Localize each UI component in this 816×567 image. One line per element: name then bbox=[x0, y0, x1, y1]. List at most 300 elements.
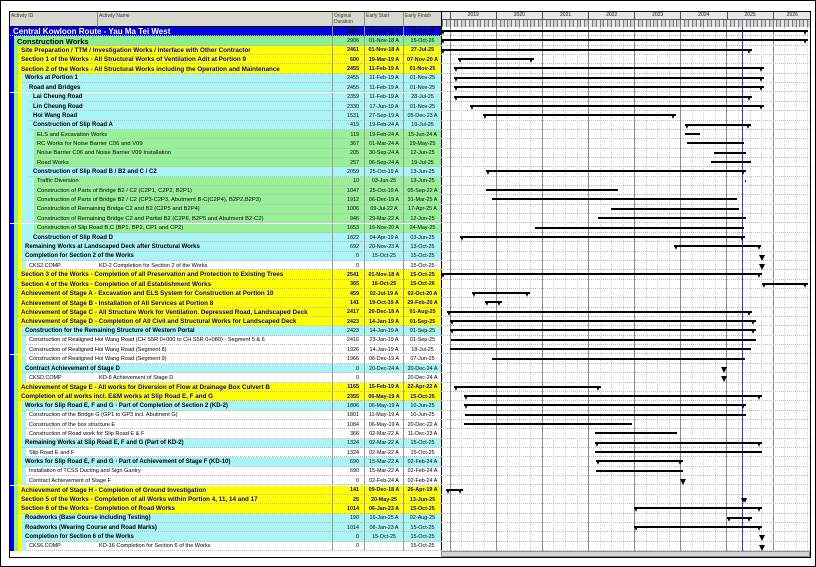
activity-name: Contract Achievement of Stage F bbox=[29, 477, 112, 484]
gantt-row-canvas bbox=[441, 214, 810, 223]
original-duration: 1006 bbox=[332, 205, 364, 214]
schedule-row bbox=[10, 317, 810, 326]
early-finish: 15-Oct-26 bbox=[403, 280, 441, 289]
summary-bar-endcap bbox=[741, 170, 745, 175]
year-label: 2023 bbox=[634, 12, 680, 20]
early-start: 30-Sep-24 A bbox=[364, 149, 403, 158]
summary-bar-endcap bbox=[678, 460, 682, 465]
early-start: 16-Oct-25 bbox=[364, 280, 403, 289]
early-start: 20-Dec-24 A bbox=[364, 364, 403, 373]
original-duration: 2455 bbox=[332, 74, 364, 83]
summary-bar-endcap bbox=[454, 96, 458, 101]
early-start: 01-Mar-24 A bbox=[364, 139, 403, 148]
early-start: 06-May-19 A bbox=[364, 392, 403, 401]
activity-name: Construction of Realigned Hoi Wang Road (Segment 9) bbox=[29, 356, 167, 363]
activity-name: Installation of TCSS Ducting and Sign Gantry bbox=[29, 468, 141, 475]
milestone-marker bbox=[721, 376, 727, 382]
schedule-row bbox=[10, 121, 810, 130]
original-duration: 1926 bbox=[332, 345, 364, 354]
original-duration: 141 bbox=[332, 486, 364, 495]
early-finish: 01-Nov-25 bbox=[403, 102, 441, 111]
gantt-row-canvas bbox=[441, 139, 810, 148]
original-duration: 2906 bbox=[332, 36, 364, 45]
early-finish: 01-Nov-25 bbox=[403, 64, 441, 73]
early-finish: 29-May-25 bbox=[403, 139, 441, 148]
early-finish: 10-Jun-25 bbox=[403, 401, 441, 410]
schedule-row bbox=[10, 514, 810, 523]
early-finish: 15-Oct-25 bbox=[403, 392, 441, 401]
early-finish: 12-Jun-25 bbox=[403, 149, 441, 158]
gantt-bar bbox=[595, 442, 762, 444]
early-finish: 19-Jul-25 bbox=[403, 158, 441, 167]
gantt-bar bbox=[685, 124, 750, 126]
gantt-row-canvas bbox=[441, 261, 810, 270]
summary-bar-endcap bbox=[472, 292, 476, 297]
activity-name: Central Kowloon Route - Yau Ma Tei West bbox=[13, 27, 171, 37]
original-duration: 2455 bbox=[332, 83, 364, 92]
early-finish: 15-Oct-25 bbox=[403, 261, 441, 270]
early-finish: 13-Oct-25 bbox=[403, 242, 441, 251]
gantt-row-canvas bbox=[441, 326, 810, 335]
year-label: 2020 bbox=[496, 12, 542, 20]
schedule-row bbox=[10, 448, 810, 457]
activity-name: Construction of Road work for Slip Road E & F bbox=[29, 431, 145, 438]
column-header-original-duration: Original Duration bbox=[332, 12, 364, 27]
original-duration: 946 bbox=[332, 214, 364, 223]
report-sheet bbox=[9, 11, 811, 558]
early-finish: 20-Dec-24 A bbox=[403, 364, 441, 373]
milestone-marker bbox=[759, 535, 765, 541]
early-finish: 20-Dec-24 A bbox=[403, 373, 441, 382]
early-finish: 27-Jul-25 bbox=[403, 46, 441, 55]
activity-name: Construction Works bbox=[17, 36, 89, 46]
summary-bar-endcap bbox=[757, 526, 761, 531]
schedule-row bbox=[10, 467, 810, 476]
milestone-marker bbox=[759, 255, 765, 261]
gantt-bar bbox=[674, 245, 762, 247]
early-start: 06-Jan-23 A bbox=[364, 523, 403, 532]
gantt-row-canvas bbox=[441, 55, 810, 64]
original-duration: 0 bbox=[332, 476, 364, 485]
schedule-row bbox=[10, 392, 810, 401]
early-start: 19-Feb-24 A bbox=[364, 130, 403, 139]
gantt-bar bbox=[596, 470, 683, 472]
gantt-bar bbox=[454, 96, 752, 98]
activity-name: Roadworks (Base Course including Testing) bbox=[25, 515, 151, 522]
early-start: 16-Jan-25 A bbox=[364, 514, 403, 523]
original-duration: 141 bbox=[332, 298, 364, 307]
early-start: 11-Feb-19 A bbox=[364, 83, 403, 92]
original-duration: 1324 bbox=[332, 439, 364, 448]
gantt-bar bbox=[634, 507, 762, 509]
activity-name: Construction of the Bridge G (GP1 to GP3 incl. Abutment G) bbox=[29, 412, 178, 419]
summary-bar-endcap bbox=[470, 105, 474, 110]
original-duration: 2461 bbox=[332, 46, 364, 55]
original-duration: 2455 bbox=[332, 64, 364, 73]
early-finish: 20-Dec-22 A bbox=[403, 420, 441, 429]
activity-name: Lai Cheung Road bbox=[33, 94, 83, 101]
gantt-row-canvas bbox=[441, 252, 810, 261]
gantt-bar bbox=[441, 273, 762, 275]
activity-id: CKS6.COMP bbox=[29, 543, 61, 550]
schedule-row bbox=[10, 55, 810, 64]
early-start: 04-Apr-19 A bbox=[364, 233, 403, 242]
original-duration: 690 bbox=[332, 457, 364, 466]
schedule-row bbox=[10, 364, 810, 373]
original-duration: 2423 bbox=[332, 317, 364, 326]
early-start: 11-Feb-19 A bbox=[364, 64, 403, 73]
schedule-row bbox=[10, 224, 810, 233]
early-finish: 31-Mar-25 A bbox=[403, 195, 441, 204]
early-start: 25-Oct-19 A bbox=[364, 167, 403, 176]
gantt-bar bbox=[486, 189, 618, 191]
original-duration: 1324 bbox=[332, 448, 364, 457]
schedule-row bbox=[10, 373, 810, 382]
early-finish: 15-Oct-25 bbox=[403, 532, 441, 541]
summary-bar-endcap bbox=[759, 67, 763, 72]
gantt-bar bbox=[611, 208, 739, 210]
activity-name: Slip Road E and F bbox=[29, 449, 75, 456]
early-start: 29-Mar-22 A bbox=[364, 214, 403, 223]
activity-name: Construction of Slip Road D bbox=[33, 234, 113, 241]
summary-bar-endcap bbox=[803, 39, 807, 44]
gantt-bar bbox=[483, 114, 676, 116]
early-start: 03-Jun-25 bbox=[364, 177, 403, 186]
schedule-row bbox=[10, 326, 810, 335]
early-start: 02-Jul-19 A bbox=[364, 289, 403, 298]
schedule-row bbox=[10, 289, 810, 298]
gantt-row-canvas bbox=[441, 121, 810, 130]
schedule-row bbox=[10, 177, 810, 186]
early-start: 15-Mar-22 A bbox=[364, 457, 403, 466]
schedule-row bbox=[10, 46, 810, 55]
summary-bar-endcap bbox=[746, 124, 750, 129]
gantt-row-canvas bbox=[441, 289, 810, 298]
summary-bar-endcap bbox=[596, 386, 600, 391]
summary-bar-endcap bbox=[747, 96, 751, 101]
activity-name: Works for Slip Road E, F and G - Part of Completion of Section 2 (KD-2) bbox=[25, 402, 228, 409]
summary-bar-endcap bbox=[803, 283, 807, 288]
gantt-row-canvas bbox=[441, 74, 810, 83]
activity-name: Achievement of Stage B - Installation of All Services at Portion 8 bbox=[21, 299, 214, 307]
early-finish: 02-Feb-24 A bbox=[403, 476, 441, 485]
early-start: 20-Nov-23 A bbox=[364, 242, 403, 251]
gantt-bar bbox=[634, 526, 762, 528]
month-cell bbox=[807, 20, 811, 27]
early-finish: 15-Oct-25 bbox=[403, 448, 441, 457]
gantt-bar bbox=[447, 311, 752, 313]
gantt-row-canvas bbox=[441, 373, 810, 382]
milestone-marker bbox=[721, 367, 727, 373]
early-finish: 26-Apr-19 A bbox=[403, 486, 441, 495]
summary-bar-endcap bbox=[671, 114, 675, 119]
summary-bar-endcap bbox=[759, 77, 763, 82]
gantt-bar bbox=[460, 236, 744, 238]
early-finish: 15-Oct-25 bbox=[403, 504, 441, 513]
summary-bar-endcap bbox=[803, 30, 807, 35]
summary-bar-endcap bbox=[464, 404, 468, 409]
schedule-row bbox=[10, 111, 810, 120]
gantt-bar bbox=[470, 105, 764, 107]
gantt-row-canvas bbox=[441, 476, 810, 485]
early-finish: 02-Oct-20 A bbox=[403, 289, 441, 298]
original-duration: 2059 bbox=[332, 167, 364, 176]
gantt-row-canvas bbox=[441, 46, 810, 55]
schedule-row bbox=[10, 261, 810, 270]
early-finish: 01-Nov-25 bbox=[403, 74, 441, 83]
gantt-row-canvas bbox=[441, 308, 810, 317]
early-finish: 13-Jun-25 bbox=[403, 177, 441, 186]
activity-name: Noise Barrier C06 and Noise Barrier V09 Installation bbox=[37, 150, 172, 157]
early-start: 17-Jun-19 A bbox=[364, 102, 403, 111]
gantt-row-canvas bbox=[441, 523, 810, 532]
early-start: 06-May-19 A bbox=[364, 420, 403, 429]
schedule-row bbox=[10, 195, 810, 204]
activity-name: Contract Achievement of Stage D bbox=[25, 365, 120, 372]
activity-name: Remaining Works at Slip Road E, F and G (Part of KD-2) bbox=[25, 440, 184, 447]
gantt-row-canvas bbox=[441, 224, 810, 233]
summary-bar-endcap bbox=[634, 526, 638, 531]
activity-name: Section 5 of the Works - Completion of all Works within Portion 4, 11, 14 and 17 bbox=[21, 496, 258, 504]
original-duration: 205 bbox=[332, 149, 364, 158]
gantt-bar bbox=[596, 460, 683, 462]
gantt-row-canvas bbox=[441, 130, 810, 139]
early-start: 01-Nov-18 A bbox=[364, 46, 403, 55]
activity-name: KD-2 Completion for Section 2 of the Works bbox=[99, 262, 208, 269]
gantt-row-canvas bbox=[441, 514, 810, 523]
schedule-row bbox=[10, 93, 810, 102]
activity-name: Construction of Slip Road A bbox=[33, 122, 113, 129]
activity-name: Completion of all works incl. E&M works at Slip Road E, F and G bbox=[21, 393, 214, 401]
gantt-bar bbox=[711, 161, 751, 163]
original-duration: 2423 bbox=[332, 326, 364, 335]
original-duration: 1165 bbox=[332, 383, 364, 392]
summary-bar-endcap bbox=[441, 30, 445, 35]
summary-bar-endcap bbox=[757, 507, 761, 512]
gantt-row-canvas bbox=[441, 392, 810, 401]
schedule-row bbox=[10, 429, 810, 438]
early-finish: 15-Oct-25 bbox=[403, 523, 441, 532]
gantt-row-canvas bbox=[441, 111, 810, 120]
activity-name: Traffic Diversion bbox=[37, 178, 79, 185]
schedule-row bbox=[10, 270, 810, 279]
summary-bar-endcap bbox=[751, 329, 755, 334]
year-label: 2024 bbox=[680, 12, 726, 20]
year-label: 2026 bbox=[773, 12, 811, 20]
original-duration: 190 bbox=[332, 514, 364, 523]
early-finish: 18-Jul-25 bbox=[403, 345, 441, 354]
early-finish: 24-May-25 bbox=[403, 224, 441, 233]
gantt-row-canvas bbox=[441, 486, 810, 495]
schedule-row bbox=[10, 280, 810, 289]
summary-bar-endcap bbox=[441, 273, 445, 278]
original-duration: 0 bbox=[332, 252, 364, 261]
original-duration: 690 bbox=[332, 467, 364, 476]
original-duration: 1014 bbox=[332, 523, 364, 532]
gantt-row-canvas bbox=[441, 167, 810, 176]
activity-name: Achievement of Stage D - Completion of All Civil and Structural Works for Landscaped Deck bbox=[21, 318, 297, 326]
schedule-row bbox=[10, 74, 810, 83]
gantt-row-canvas bbox=[441, 439, 810, 448]
gantt-bar bbox=[450, 348, 750, 350]
gantt-bar bbox=[441, 49, 752, 51]
summary-bar-endcap bbox=[460, 236, 464, 241]
schedule-row bbox=[10, 411, 810, 420]
activity-name: KD-6 Achievement of Stage D bbox=[99, 374, 174, 381]
early-finish: 11-Dec-23 A bbox=[403, 429, 441, 438]
gantt-row-canvas bbox=[441, 242, 810, 251]
schedule-row bbox=[10, 27, 810, 36]
schedule-row bbox=[10, 532, 810, 541]
summary-bar-endcap bbox=[450, 329, 454, 334]
early-finish: 15-Oct-26 bbox=[403, 36, 441, 45]
early-start bbox=[364, 261, 403, 270]
schedule-row bbox=[10, 504, 810, 513]
summary-bar-endcap bbox=[747, 49, 751, 54]
early-start: 02-Mar-22 A bbox=[364, 429, 403, 438]
early-finish: 05-Sep-22 A bbox=[403, 186, 441, 195]
activity-name: Construction for the Remaining Structure of Western Portal bbox=[25, 328, 195, 335]
table-header bbox=[10, 12, 441, 27]
early-finish: 22-Apr-22 A bbox=[403, 383, 441, 392]
original-duration: 366 bbox=[332, 429, 364, 438]
early-start: 06-Jan-23 A bbox=[364, 504, 403, 513]
activity-name: Achievement of Stage H - Completion of Ground Investigation bbox=[21, 486, 207, 494]
early-start: 02-Mar-22 A bbox=[364, 448, 403, 457]
gantt-bar bbox=[454, 77, 764, 79]
original-duration: 0 bbox=[332, 364, 364, 373]
summary-bar-endcap bbox=[447, 311, 451, 316]
timeline-header bbox=[441, 12, 810, 27]
summary-bar-endcap bbox=[595, 442, 599, 447]
gantt-row-canvas bbox=[441, 504, 810, 513]
original-duration: 367 bbox=[332, 139, 364, 148]
gantt-row-canvas bbox=[441, 205, 810, 214]
summary-bar-endcap bbox=[497, 301, 501, 306]
early-start: 14-Jan-19 A bbox=[364, 326, 403, 335]
column-header-activity-name: Activity Name bbox=[97, 12, 332, 27]
original-duration: 600 bbox=[332, 55, 364, 64]
gantt-row-canvas bbox=[441, 411, 810, 420]
summary-bar-endcap bbox=[747, 311, 751, 316]
gantt-bar bbox=[450, 320, 756, 322]
gantt-row-canvas bbox=[441, 495, 810, 504]
column-header-early-finish: Early Finish bbox=[403, 12, 441, 27]
year-label: 2022 bbox=[588, 12, 634, 20]
summary-bar-endcap bbox=[727, 517, 731, 522]
schedule-row bbox=[10, 523, 810, 532]
early-start: 25-Oct-19 A bbox=[364, 186, 403, 195]
summary-bar-endcap bbox=[446, 489, 450, 494]
gantt-row-canvas bbox=[441, 467, 810, 476]
early-start: 15-Oct-25 bbox=[364, 532, 403, 541]
original-duration: 0 bbox=[332, 532, 364, 541]
summary-bar-endcap bbox=[674, 245, 678, 250]
summary-bar-endcap bbox=[747, 517, 751, 522]
activity-id: CKS2.COMP bbox=[29, 262, 61, 269]
activity-name: Section 2 of the Works - All Structural Works including the Operation and Maintenance bbox=[21, 65, 280, 73]
schedule-row bbox=[10, 186, 810, 195]
original-duration: 1912 bbox=[332, 195, 364, 204]
early-start: 15-Oct-25 bbox=[364, 252, 403, 261]
gantt-bar bbox=[492, 198, 737, 200]
activity-name: Section 3 of the Works - Completion of all Preservation and Protection to Existing Trees bbox=[21, 271, 284, 279]
early-start: 06-Dec-19 A bbox=[364, 355, 403, 364]
schedule-rows bbox=[10, 27, 810, 551]
early-start bbox=[364, 542, 403, 551]
early-start: 09-Jul-22 A bbox=[364, 205, 403, 214]
early-start: 14-Jan-19 A bbox=[364, 317, 403, 326]
early-start: 06-Dec-19 A bbox=[364, 195, 403, 204]
summary-bar-endcap bbox=[759, 105, 763, 110]
gantt-bar bbox=[441, 39, 808, 41]
early-start: 20-May-25 bbox=[364, 495, 403, 504]
column-header-early-start: Early Start bbox=[364, 12, 403, 27]
gantt-row-canvas bbox=[441, 383, 810, 392]
summary-bar-endcap bbox=[441, 39, 445, 44]
gantt-row-canvas bbox=[441, 64, 810, 73]
early-finish: 15-Oct-26 bbox=[403, 27, 441, 36]
early-finish: 01-Aug-25 bbox=[403, 308, 441, 317]
summary-bar-endcap bbox=[757, 442, 761, 447]
activity-name: Road Works bbox=[37, 159, 69, 166]
original-duration: 0 bbox=[332, 373, 364, 382]
schedule-row bbox=[10, 130, 810, 139]
timeline-months-row bbox=[442, 20, 811, 27]
schedule-row bbox=[10, 355, 810, 364]
activity-name: Roadworks (Wearing Course and Road Marks) bbox=[25, 524, 157, 531]
gantt-bar bbox=[464, 395, 761, 397]
original-duration: 1653 bbox=[332, 224, 364, 233]
original-duration: 1822 bbox=[332, 233, 364, 242]
gantt-bar bbox=[454, 386, 601, 388]
schedule-row bbox=[10, 158, 810, 167]
early-finish: 15-Oct-25 bbox=[403, 252, 441, 261]
original-duration: 1966 bbox=[332, 355, 364, 364]
early-finish: 10-Jun-25 bbox=[403, 411, 441, 420]
gantt-row-canvas bbox=[441, 298, 810, 307]
activity-name: Site Preparation / TTM / Investigation Works / Interface with Other Contractor bbox=[21, 46, 251, 54]
horizontal-scrollbar[interactable] bbox=[441, 551, 810, 557]
early-start: 11-May-19 A bbox=[364, 411, 403, 420]
schedule-row bbox=[10, 457, 810, 466]
activity-name: Completion for Section 6 of the Works bbox=[25, 533, 134, 540]
early-start: 06-Sep-24 A bbox=[364, 158, 403, 167]
summary-bar-endcap bbox=[525, 292, 529, 297]
early-start: 02-Feb-24 A bbox=[364, 476, 403, 485]
schedule-row bbox=[10, 476, 810, 485]
column-header-activity-id: Activity ID bbox=[11, 13, 34, 19]
summary-bar-endcap bbox=[486, 170, 490, 175]
year-label: 2019 bbox=[450, 12, 496, 20]
early-start: 06-May-19 A bbox=[364, 401, 403, 410]
original-duration: 1531 bbox=[332, 111, 364, 120]
early-start: 01-Nov-18 A bbox=[364, 27, 403, 36]
original-duration: 2416 bbox=[332, 336, 364, 345]
activity-name: ELS and Excavation Works bbox=[37, 131, 108, 138]
schedule-row bbox=[10, 83, 810, 92]
early-finish: 17-Apr-25 A bbox=[403, 205, 441, 214]
activity-name: Completion for Section 2 of the Works bbox=[25, 253, 134, 260]
activity-name: Construction of Realigned Hoi Wang Road (Segment 8) bbox=[29, 346, 167, 353]
schedule-row bbox=[10, 242, 810, 251]
schedule-row bbox=[10, 420, 810, 429]
gantt-bar bbox=[687, 142, 744, 144]
early-finish: 01-Sep-25 bbox=[403, 336, 441, 345]
early-finish: 13-Jun-25 bbox=[403, 167, 441, 176]
original-duration: 257 bbox=[332, 158, 364, 167]
original-duration: 0 bbox=[332, 261, 364, 270]
